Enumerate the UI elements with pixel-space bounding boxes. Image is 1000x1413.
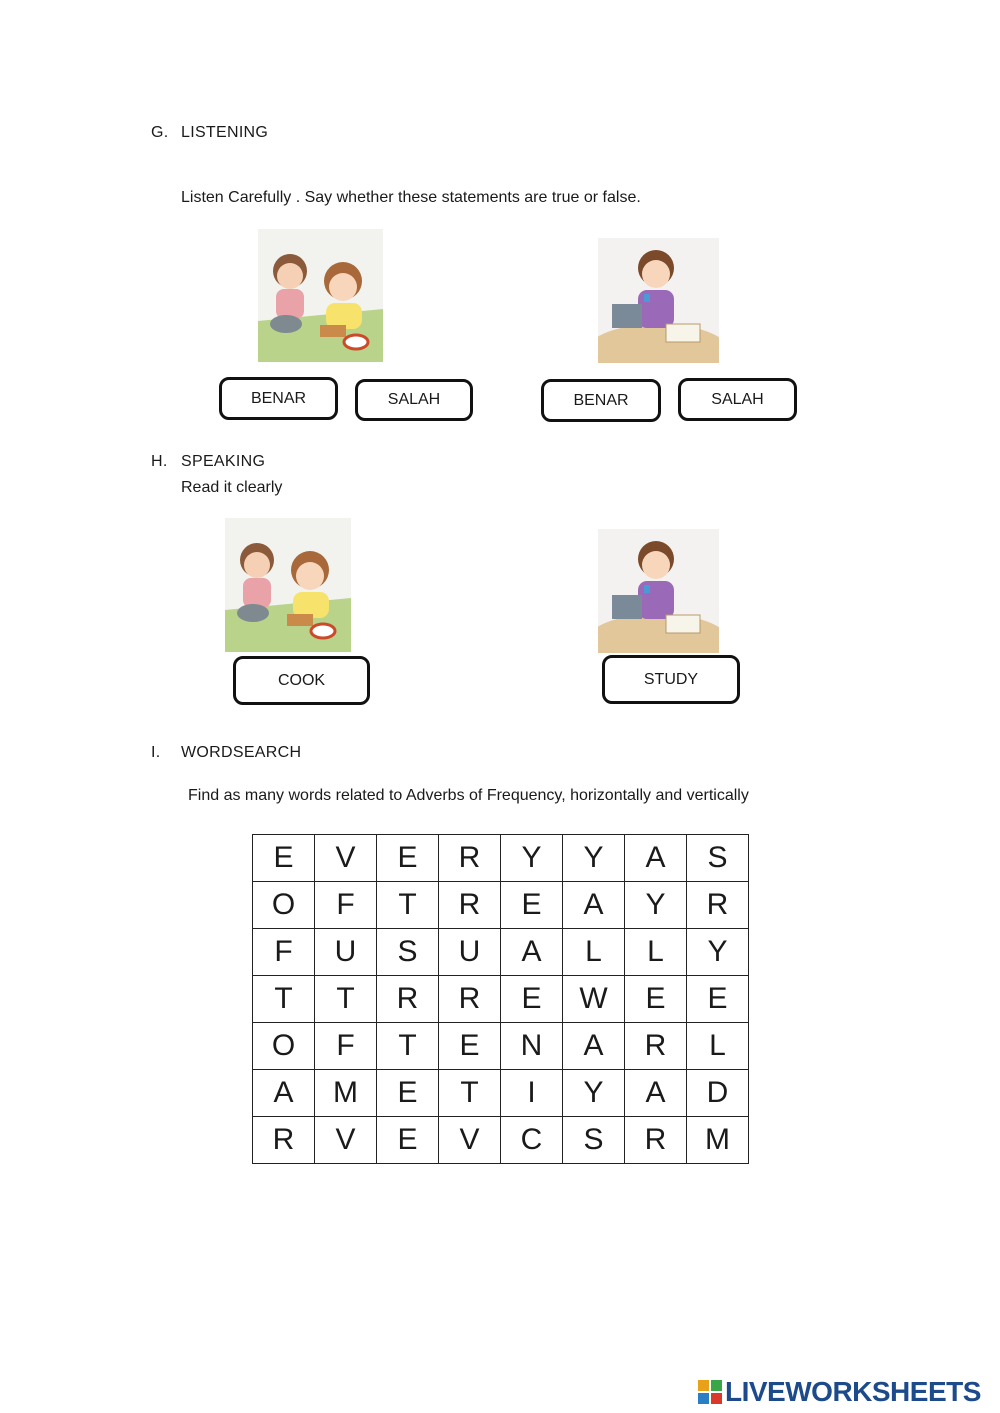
studying-picture [598, 238, 719, 363]
liveworksheets-logo [698, 1376, 981, 1408]
wordsearch-cell[interactable]: A [563, 882, 625, 929]
wordsearch-cell[interactable]: M [315, 1070, 377, 1117]
wordsearch-cell[interactable]: V [315, 1117, 377, 1164]
wordsearch-cell[interactable]: O [253, 882, 315, 929]
wordsearch-cell[interactable]: A [625, 1070, 687, 1117]
wordsearch-cell[interactable]: E [377, 1117, 439, 1164]
cook-card[interactable]: COOK [233, 656, 370, 705]
wordsearch-cell[interactable]: S [563, 1117, 625, 1164]
wordsearch-cell[interactable]: V [315, 835, 377, 882]
wordsearch-cell[interactable]: T [377, 1023, 439, 1070]
wordsearch-cell[interactable]: R [377, 976, 439, 1023]
section-g-instruction: Listen Carefully . Say whether these statements are true or false. [181, 189, 641, 206]
wordsearch-cell[interactable]: L [563, 929, 625, 976]
wordsearch-cell[interactable]: T [253, 976, 315, 1023]
salah-button-2[interactable]: SALAH [678, 378, 797, 421]
study-card[interactable]: STUDY [602, 655, 740, 704]
wordsearch-cell[interactable]: E [439, 1023, 501, 1070]
section-h-number: H. [151, 453, 168, 470]
wordsearch-cell[interactable]: T [315, 976, 377, 1023]
section-i-number: I. [151, 744, 161, 761]
wordsearch-cell[interactable]: R [439, 882, 501, 929]
wordsearch-cell[interactable]: T [377, 882, 439, 929]
wordsearch-cell[interactable]: L [625, 929, 687, 976]
wordsearch-cell[interactable]: S [377, 929, 439, 976]
wordsearch-row [253, 976, 749, 1023]
wordsearch-cell[interactable]: O [253, 1023, 315, 1070]
wordsearch-row [253, 882, 749, 929]
speaking-cooking-picture [225, 518, 351, 652]
wordsearch-row [253, 1023, 749, 1070]
wordsearch-grid[interactable] [252, 834, 749, 1164]
wordsearch-cell[interactable]: E [625, 976, 687, 1023]
wordsearch-cell[interactable]: A [563, 1023, 625, 1070]
benar-button-2[interactable]: BENAR [541, 379, 661, 422]
wordsearch-cell[interactable]: Y [625, 882, 687, 929]
wordsearch-cell[interactable]: F [315, 882, 377, 929]
wordsearch-cell[interactable]: Y [563, 1070, 625, 1117]
section-h-instruction: Read it clearly [181, 479, 283, 496]
wordsearch-cell[interactable]: E [501, 882, 563, 929]
section-h-title: SPEAKING [181, 453, 266, 470]
wordsearch-cell[interactable]: E [501, 976, 563, 1023]
wordsearch-cell[interactable]: R [687, 882, 749, 929]
wordsearch-cell[interactable]: U [315, 929, 377, 976]
wordsearch-row [253, 929, 749, 976]
wordsearch-cell[interactable]: Y [563, 835, 625, 882]
cooking-illustration-icon [258, 229, 383, 362]
wordsearch-cell[interactable]: A [253, 1070, 315, 1117]
logo-text: LIVEWORKSHEETS [725, 1376, 981, 1407]
wordsearch-cell[interactable]: C [501, 1117, 563, 1164]
wordsearch-cell[interactable]: Y [501, 835, 563, 882]
cooking-illustration-icon [225, 518, 351, 652]
salah-button-1[interactable]: SALAH [355, 379, 473, 421]
wordsearch-row [253, 1070, 749, 1117]
wordsearch-cell[interactable]: V [439, 1117, 501, 1164]
wordsearch-cell[interactable]: Y [687, 929, 749, 976]
logo-mark-icon [698, 1380, 722, 1404]
section-g-title: LISTENING [181, 124, 269, 141]
wordsearch-cell[interactable]: A [625, 835, 687, 882]
benar-button-1[interactable]: BENAR [219, 377, 338, 420]
wordsearch-cell[interactable]: U [439, 929, 501, 976]
section-i-title: WORDSEARCH [181, 744, 302, 761]
wordsearch-cell[interactable]: T [439, 1070, 501, 1117]
wordsearch-cell[interactable]: R [625, 1117, 687, 1164]
wordsearch-cell[interactable]: F [315, 1023, 377, 1070]
speaking-studying-picture [598, 529, 719, 653]
wordsearch-cell[interactable]: E [377, 1070, 439, 1117]
wordsearch-cell[interactable]: R [439, 835, 501, 882]
wordsearch-cell[interactable]: M [687, 1117, 749, 1164]
studying-illustration-icon [598, 238, 719, 363]
wordsearch-cell[interactable]: A [501, 929, 563, 976]
wordsearch-cell[interactable]: N [501, 1023, 563, 1070]
wordsearch-cell[interactable]: E [377, 835, 439, 882]
cooking-picture [258, 229, 383, 362]
section-i-instruction: Find as many words related to Adverbs of Frequency, horizontally and vertically [188, 787, 749, 804]
wordsearch-cell[interactable]: I [501, 1070, 563, 1117]
studying-illustration-icon [598, 529, 719, 653]
wordsearch-cell[interactable]: R [253, 1117, 315, 1164]
wordsearch-row [253, 835, 749, 882]
wordsearch-cell[interactable]: D [687, 1070, 749, 1117]
wordsearch-cell[interactable]: L [687, 1023, 749, 1070]
wordsearch-cell[interactable]: E [687, 976, 749, 1023]
section-g-number: G. [151, 124, 169, 141]
wordsearch-cell[interactable]: W [563, 976, 625, 1023]
wordsearch-cell[interactable]: R [439, 976, 501, 1023]
wordsearch-cell[interactable]: E [253, 835, 315, 882]
wordsearch-row [253, 1117, 749, 1164]
wordsearch-cell[interactable]: S [687, 835, 749, 882]
wordsearch-cell[interactable]: R [625, 1023, 687, 1070]
wordsearch-cell[interactable]: F [253, 929, 315, 976]
